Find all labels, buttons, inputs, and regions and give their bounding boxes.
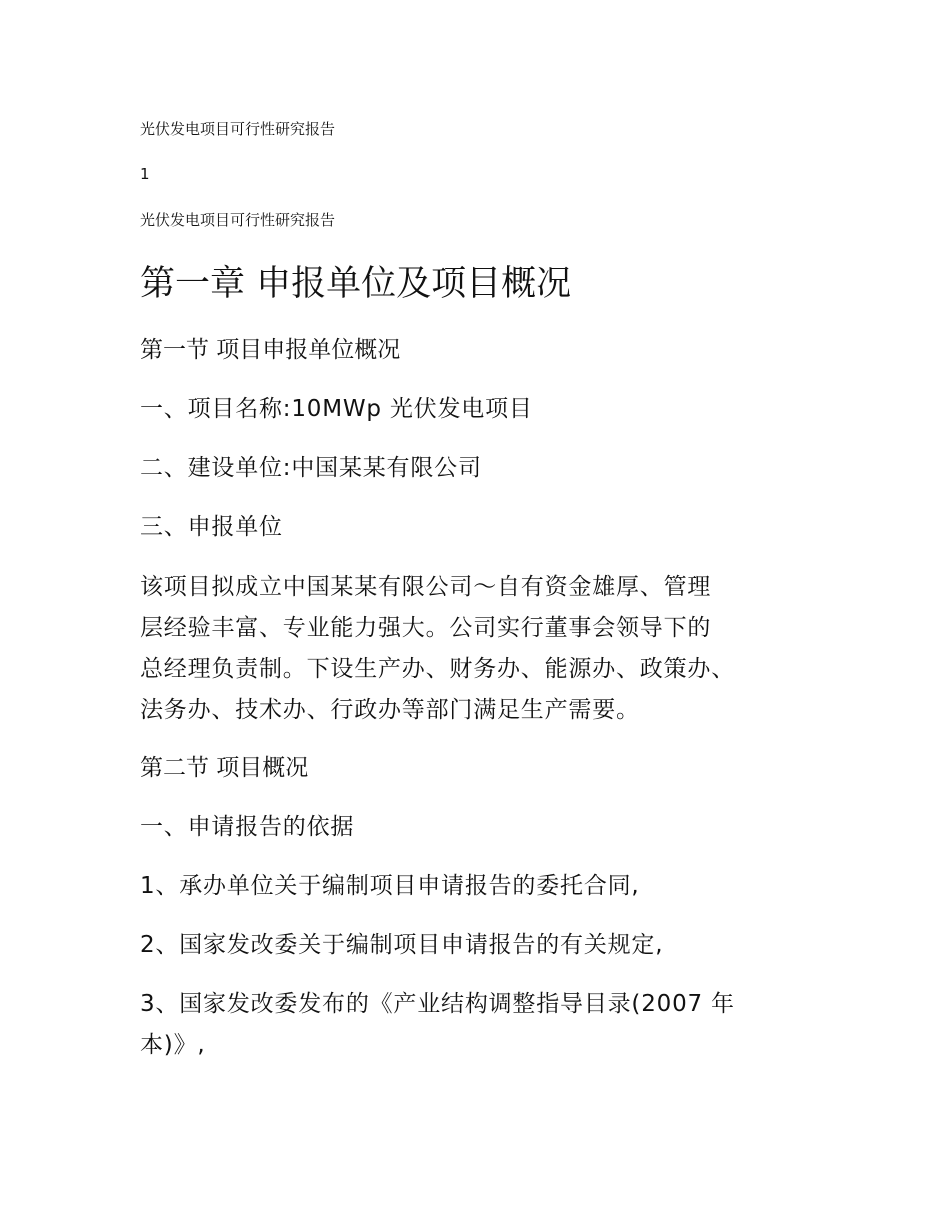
running-title-top: 光伏发电项目可行性研究报告 [140, 120, 336, 138]
section-2-title: 第二节 项目概况 [140, 755, 309, 781]
paragraph-line: 该项目拟成立中国某某有限公司～自有资金雄厚、管理 [140, 574, 712, 600]
paragraph-line: 法务办、技术办、行政办等部门满足生产需要。 [140, 697, 640, 723]
paragraph-line: 总经理负责制。下设生产办、财务办、能源办、政策办、 [140, 656, 735, 682]
page-number: 1 [140, 165, 150, 183]
basis-item-3 [140, 984, 820, 1066]
chapter-title: 第一章 申报单位及项目概况 [140, 264, 572, 304]
project-name-item: 一、项目名称:10MWp 光伏发电项目 [140, 396, 533, 422]
application-basis-heading: 一、申请报告的依据 [140, 814, 355, 840]
basis-item-1: 1、承办单位关于编制项目申请报告的委托合同, [140, 873, 640, 899]
basis-item-3-line: 3、国家发改委发布的《产业结构调整指导目录(2007 年 [140, 991, 735, 1017]
paragraph-line: 层经验丰富、专业能力强大。公司实行董事会领导下的 [140, 615, 712, 641]
section-1-title: 第一节 项目申报单位概况 [140, 337, 401, 363]
running-title-second: 光伏发电项目可行性研究报告 [140, 211, 336, 229]
basis-item-3-line: 本)》, [140, 1032, 206, 1058]
applicant-unit-heading: 三、申报单位 [140, 514, 283, 540]
applicant-description-paragraph [140, 567, 820, 731]
basis-item-2: 2、国家发改委关于编制项目申请报告的有关规定, [140, 932, 664, 958]
construction-unit-item: 二、建设单位:中国某某有限公司 [140, 455, 482, 481]
